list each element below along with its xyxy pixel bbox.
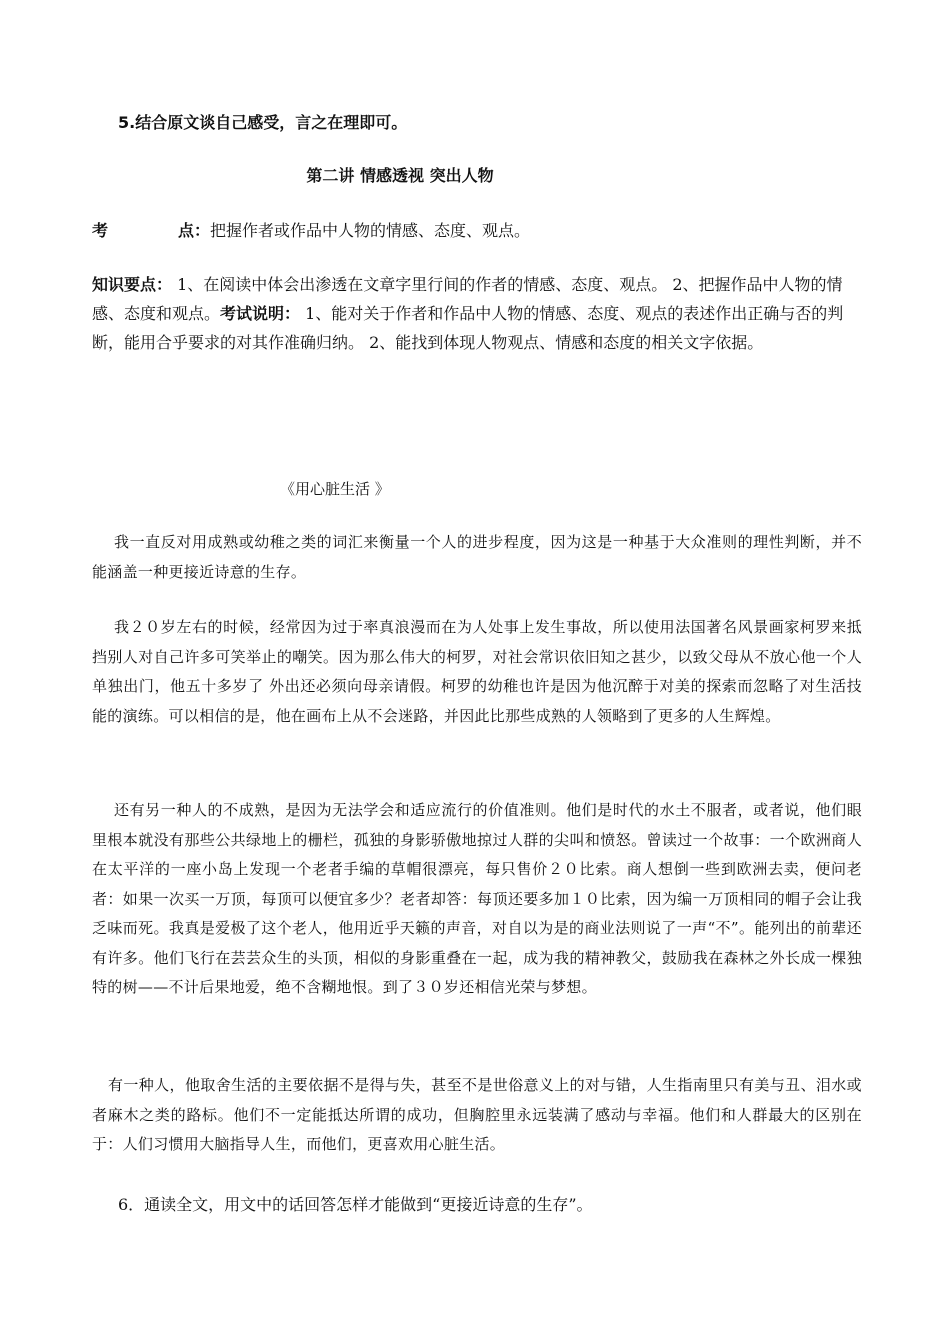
essay-title: 《用心脏生活 》 bbox=[280, 480, 390, 498]
answer-5: 5.结合原文谈自己感受，言之在理即可。 bbox=[118, 113, 408, 132]
knowledge-label: 知识要点： bbox=[92, 275, 173, 294]
question-6: 6．通读全文，用文中的话回答怎样才能做到“更接近诗意的生存”。 bbox=[118, 1195, 593, 1214]
exam-notes-text: 1、能对关于作者和作品中人物的情感、态度、观点的表述作出正确与否的判断，能用合乎要求的对其作准确归纳。 2、能找到体现人物观点、情感和态度的相关文字依据。 bbox=[92, 304, 844, 352]
lecture-title: 第二讲 情感透视 突出人物 bbox=[306, 166, 494, 185]
knowledge-points bbox=[92, 270, 872, 357]
essay-paragraph-1: 我一直反对用成熟或幼稚之类的词汇来衡量一个人的进步程度，因为这是一种基于大众准则的理性判断，并不能涵盖一种更接近诗意的生存。 bbox=[92, 533, 862, 581]
exam-point-label-b: 点： bbox=[178, 221, 211, 240]
essay-paragraph-2: 我２０岁左右的时候，经常因为过于率真浪漫而在为人处事上发生事故，所以使用法国著名风景画家柯罗来抵挡别人对自己许多可笑举止的嘲笑。因为那么伟大的柯罗，对社会常识依旧知之甚少，以致父母从不放心他一个人单独出门，他五十多岁了 外出还必须向母亲请假。柯罗的幼稚也许是因为他沉醉于对美的探索而忽略了对生活技能的演练。可以相信的是，他在画布上从不会迷路，并因此比那些成熟的人领略到了更多的人生辉煌。 bbox=[92, 618, 862, 725]
essay-paragraph-4: 有一种人，他取舍生活的主要依据不是得与失，甚至不是世俗意义上的对与错，人生指南里只有美与丑、泪水或者麻木之类的路标。他们不一定能抵达所谓的成功，但胸腔里永远装满了感动与幸福。他们和人群最大的区别在于：人们习惯用大脑指导人生，而他们，更喜欢用心脏生活。 bbox=[92, 1076, 862, 1153]
essay-paragraph-3: 还有另一种人的不成熟，是因为无法学会和适应流行的价值准则。他们是时代的水土不服者，或者说，他们眼里根本就没有那些公共绿地上的栅栏，孤独的身影骄傲地掠过人群的尖叫和愤怒。曾读过一个故事：一个欧洲商人在太平洋的一座小岛上发现一个老者手编的草帽很漂亮，每只售价２０比索。商人想倒一些到欧洲去卖，便问老者：如果一次买一万顶，每顶可以便宜多少？老者却答：每顶还要多加１０比索，因为编一万顶相同的帽子会让我乏味而死。我真是爱极了这个老人，他用近乎天籁的声音，对自以为是的商业法则说了一声“不”。能列出的前辈还有许多。他们飞行在芸芸众生的头顶，相似的身影重叠在一起，成为我的精神教父，鼓励我在森林之外长成一棵独特的树——不计后果地爱，绝不含糊地恨。到了３０岁还相信光荣与梦想。 bbox=[92, 801, 862, 996]
exam-notes-label: 考试说明： bbox=[220, 304, 301, 323]
exam-point bbox=[92, 218, 530, 241]
exam-point-label-a: 考 bbox=[92, 221, 109, 240]
exam-point-text: 把握作者或作品中人物的情感、态度、观点。 bbox=[210, 221, 531, 240]
knowledge-text: 1、在阅读中体会出渗透在文章字里行间的作者的情感、态度、观点。 2、把握作品中人物的情感、态度和观点。 bbox=[92, 275, 843, 323]
